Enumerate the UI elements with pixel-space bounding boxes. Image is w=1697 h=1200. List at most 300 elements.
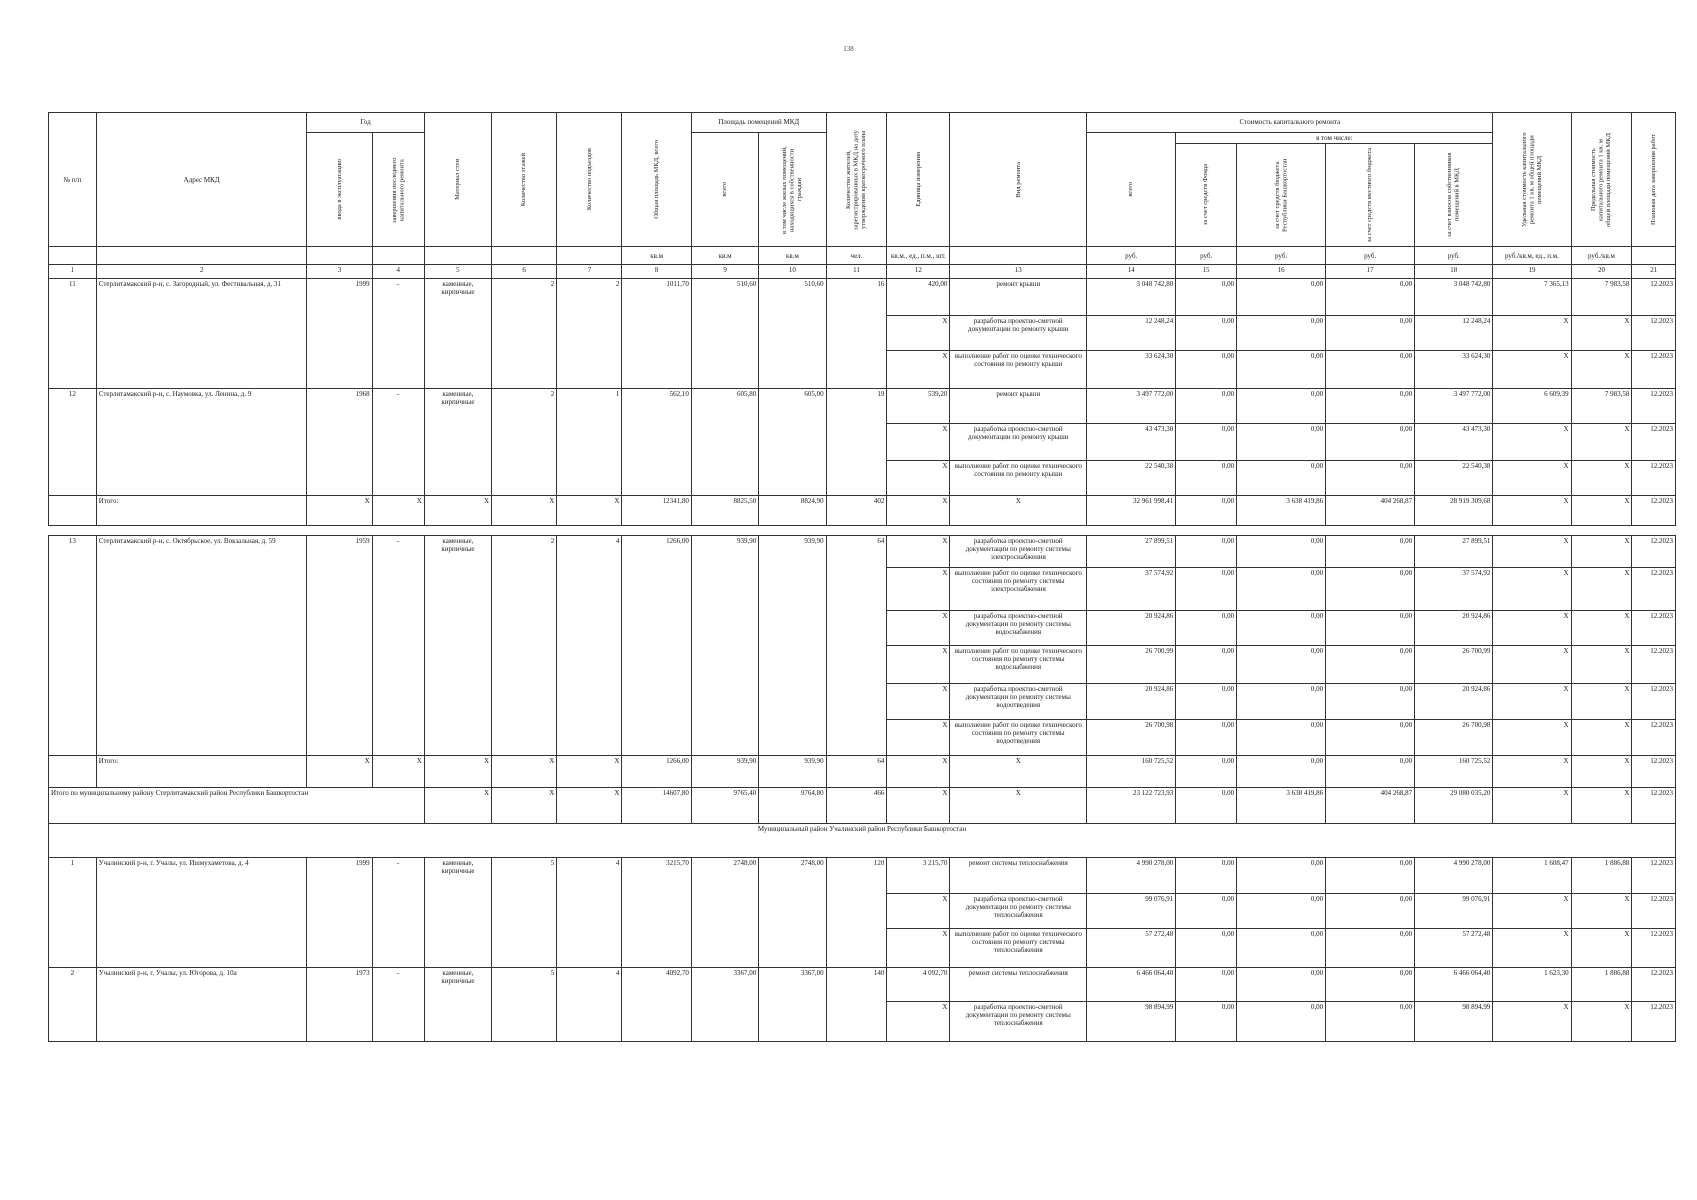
cell-total: 20 924,86: [1087, 611, 1176, 646]
unit-20: руб./кв.м: [1571, 247, 1632, 265]
cell-owners: 29 080 035,20: [1415, 788, 1493, 824]
cell-unit: X: [887, 720, 950, 756]
cell-x: X: [887, 756, 950, 788]
cell-owners: 26 700,98: [1415, 720, 1493, 756]
cell-fund: 0,00: [1176, 279, 1237, 316]
header-cost-fund: за счет средств Фонда: [1202, 164, 1210, 226]
cell-owners: 3 497 772,00: [1415, 389, 1493, 424]
cell-x: X: [557, 756, 622, 788]
cell-max: X: [1571, 316, 1632, 351]
cell-max: 1 886,88: [1571, 858, 1632, 894]
cell-fund: 0,00: [1176, 894, 1237, 929]
cell-owned: 9764,80: [759, 788, 826, 824]
page-number: 138: [843, 45, 854, 53]
cell-repair-type: разработка проектно-сметной документации по ремонту системы водоснабжения: [950, 611, 1087, 646]
header-n: № п/п: [49, 113, 97, 247]
row-premises: 510,60: [691, 279, 758, 389]
cell-repair-type: разработка проектно-сметной документации по ремонту крыши: [950, 316, 1087, 351]
col-num: 10: [759, 265, 826, 279]
cell-total: 26 700,99: [1087, 646, 1176, 684]
row-year-repair: -: [372, 389, 424, 496]
row-address: Учалинский р-н, г. Учалы, ул. Югорова, д. 10а: [96, 968, 307, 1042]
cell-unit: X: [887, 646, 950, 684]
cell-fund: 0,00: [1176, 389, 1237, 424]
cell-republic: 0,00: [1237, 720, 1326, 756]
cell-date: 12.2023: [1632, 1002, 1676, 1042]
cell-local: 0,00: [1326, 929, 1415, 968]
header-total-area: Общая площадь МКД, всего: [652, 140, 660, 219]
unit-8: кв.м: [622, 247, 692, 265]
cell-local: 0,00: [1326, 858, 1415, 894]
cell-owners: 20 924,86: [1415, 684, 1493, 720]
row-residents: 64: [826, 536, 887, 756]
cell-total: 12 248,24: [1087, 316, 1176, 351]
col-num: 4: [372, 265, 424, 279]
header-wall-material: Материал стен: [454, 159, 462, 200]
cell-owners: 160 725,52: [1415, 756, 1493, 788]
cell-owners: 20 924,86: [1415, 611, 1493, 646]
cell-date: 12.2023: [1632, 424, 1676, 461]
table-row: [49, 968, 1676, 1002]
cell-republic: 0,00: [1237, 858, 1326, 894]
cell-max: X: [1571, 929, 1632, 968]
cell-local: 0,00: [1326, 279, 1415, 316]
cell-fund: 0,00: [1176, 496, 1237, 526]
district-title-row: [49, 824, 1676, 858]
row-entrances: 2: [557, 279, 622, 389]
header-cost-owners: за счет взносов собственников помещений в МКД: [1446, 152, 1461, 238]
cell-x: X: [424, 788, 491, 824]
cell-republic: 0,00: [1237, 461, 1326, 496]
row-premises: 3367,00: [691, 968, 758, 1042]
cell-owners: 57 272,48: [1415, 929, 1493, 968]
row-owned: 939,90: [759, 536, 826, 756]
cell-date: 12.2023: [1632, 279, 1676, 316]
row-area: 1266,00: [622, 536, 692, 756]
row-floors: 5: [492, 968, 557, 1042]
cell-x: X: [372, 756, 424, 788]
cell-local: 0,00: [1326, 720, 1415, 756]
cell-specific: X: [1493, 461, 1571, 496]
col-num: 15: [1176, 265, 1237, 279]
cell-fund: 0,00: [1176, 424, 1237, 461]
col-num: 3: [307, 265, 372, 279]
col-num: 18: [1415, 265, 1493, 279]
cell-republic: 0,00: [1237, 894, 1326, 929]
cell-fund: 0,00: [1176, 351, 1237, 389]
cell-area: 14607,80: [622, 788, 692, 824]
col-num: 16: [1237, 265, 1326, 279]
row-floors: 2: [492, 389, 557, 496]
cell-repair-type: X: [950, 496, 1087, 526]
cell-unit: X: [887, 461, 950, 496]
cell-total: 26 700,98: [1087, 720, 1176, 756]
cell-x: X: [557, 496, 622, 526]
cell-specific: X: [1493, 424, 1571, 461]
cell-specific: X: [1493, 316, 1571, 351]
cell-date: 12.2023: [1632, 351, 1676, 389]
cell-specific: X: [1493, 929, 1571, 968]
row-owned: 3367,00: [759, 968, 826, 1042]
cell-repair-type: разработка проектно-сметной документации по ремонту системы электроснабжения: [950, 536, 1087, 568]
cell-x: X: [1493, 496, 1571, 526]
cell-x: X: [887, 788, 950, 824]
row-year-repair: -: [372, 968, 424, 1042]
cell-x: X: [307, 496, 372, 526]
row-residents: 120: [826, 858, 887, 968]
cell-repair-type: разработка проектно-сметной документации по ремонту системы теплоснабжения: [950, 1002, 1087, 1042]
header-premises-owned: в том числе жилых помещений, находящихся в собственности граждан: [781, 145, 804, 234]
unit-16: руб.: [1237, 247, 1326, 265]
cell-local: 0,00: [1326, 424, 1415, 461]
table-row: [49, 389, 1676, 424]
subtotal-label: Итого:: [96, 496, 307, 526]
cell-repair-type: ремонт крыши: [950, 389, 1087, 424]
cell-repair-type: X: [950, 788, 1087, 824]
cell-unit: 3 215,70: [887, 858, 950, 894]
cell-republic: 3 638 419,86: [1237, 788, 1326, 824]
row-area: 562,10: [622, 389, 692, 496]
cell-date: 12.2023: [1632, 646, 1676, 684]
cell-x: X: [424, 756, 491, 788]
row-residents: 140: [826, 968, 887, 1042]
cell-owned: 939,90: [759, 756, 826, 788]
cell-unit: X: [887, 684, 950, 720]
cell-owned: 8824,90: [759, 496, 826, 526]
cell-max: X: [1571, 720, 1632, 756]
cell-specific: 6 609,39: [1493, 389, 1571, 424]
cell-local: 0,00: [1326, 1002, 1415, 1042]
cell-owners: 12 248,24: [1415, 316, 1493, 351]
cell-specific: X: [1493, 720, 1571, 756]
cell-local: 0,00: [1326, 568, 1415, 611]
cell-x: X: [1493, 756, 1571, 788]
column-numbers-row: [49, 265, 1676, 279]
header-floors: Количество этажей: [520, 152, 528, 207]
cell-repair-type: выполнение работ по оценке технического состояния по ремонту крыши: [950, 461, 1087, 496]
cell-fund: 0,00: [1176, 316, 1237, 351]
col-num: 8: [622, 265, 692, 279]
table-row: [49, 858, 1676, 894]
cell-date: 12.2023: [1632, 684, 1676, 720]
cell-premises: 939,90: [691, 756, 758, 788]
col-num: 21: [1632, 265, 1676, 279]
cell-local: 0,00: [1326, 316, 1415, 351]
cell-fund: 0,00: [1176, 646, 1237, 684]
row-address: Учалинский р-н, г. Учалы, ул. Ишмухаметова, д. 4: [96, 858, 307, 968]
cell-fund: 0,00: [1176, 536, 1237, 568]
cell-specific: X: [1493, 684, 1571, 720]
cell-max: X: [1571, 894, 1632, 929]
cell-fund: 0,00: [1176, 756, 1237, 788]
header-cost: Стоимость капитального ремонта: [1087, 113, 1493, 133]
cell-republic: 0,00: [1237, 611, 1326, 646]
cell-residents: 64: [826, 756, 887, 788]
cell-fund: 0,00: [1176, 858, 1237, 894]
cell-x: X: [1571, 756, 1632, 788]
unit-12: кв.м., ед., п.м., шт.: [887, 247, 950, 265]
cell-max: X: [1571, 568, 1632, 611]
col-num: 9: [691, 265, 758, 279]
cell-total: 6 466 064,40: [1087, 968, 1176, 1002]
cell-specific: X: [1493, 536, 1571, 568]
cell-republic: 0,00: [1237, 351, 1326, 389]
cell-republic: 0,00: [1237, 929, 1326, 968]
row-address: Стерлитамакский р-н, с. Загородный, ул. Фестивальная, д. 31: [96, 279, 307, 389]
cell-total: 3 048 742,80: [1087, 279, 1176, 316]
row-residents: 16: [826, 279, 887, 389]
cell-fund: 0,00: [1176, 611, 1237, 646]
cell-date: 12.2023: [1632, 858, 1676, 894]
subtotal-row: [49, 756, 1676, 788]
cell-repair-type: выполнение работ по оценке технического состояния по ремонту системы теплоснабжения: [950, 929, 1087, 968]
row-number: 13: [49, 536, 97, 756]
cell-unit: X: [887, 316, 950, 351]
table-row: [49, 536, 1676, 568]
cell-local: 0,00: [1326, 461, 1415, 496]
cell-x: X: [557, 788, 622, 824]
cell-x: X: [492, 788, 557, 824]
row-entrances: 4: [557, 968, 622, 1042]
subtotal-row: [49, 496, 1676, 526]
col-num: 7: [557, 265, 622, 279]
cell-total: 22 540,38: [1087, 461, 1176, 496]
row-year: 1999: [307, 279, 372, 389]
row-floors: 5: [492, 858, 557, 968]
cell-specific: X: [1493, 1002, 1571, 1042]
cell-x: X: [492, 756, 557, 788]
header-unit-measure: Единица измерения: [914, 152, 922, 207]
cell-local: 0,00: [1326, 389, 1415, 424]
row-area: 1011,70: [622, 279, 692, 389]
cell-unit: X: [887, 929, 950, 968]
cell-specific: X: [1493, 646, 1571, 684]
cell-max: X: [1571, 461, 1632, 496]
cell-owners: 22 540,38: [1415, 461, 1493, 496]
cell-fund: 0,00: [1176, 1002, 1237, 1042]
cell-repair-type: выполнение работ по оценке технического состояния по ремонту крыши: [950, 351, 1087, 389]
cell-specific: X: [1493, 611, 1571, 646]
cell-date: 12.2023: [1632, 389, 1676, 424]
cell-local: 0,00: [1326, 351, 1415, 389]
cell-max: 7 983,58: [1571, 279, 1632, 316]
district-total-label: Итого по муниципальному району Стерлитамакский район Республики Башкортостан: [49, 788, 425, 824]
row-number: 12: [49, 389, 97, 496]
cell-total: 32 961 998,41: [1087, 496, 1176, 526]
col-num: 2: [96, 265, 307, 279]
cell-date: 12.2023: [1632, 496, 1676, 526]
row-premises: 2748,00: [691, 858, 758, 968]
cell-fund: 0,00: [1176, 929, 1237, 968]
row-owned: 510,60: [759, 279, 826, 389]
row-floors: 2: [492, 536, 557, 756]
cell-unit: X: [887, 894, 950, 929]
cell-max: X: [1571, 611, 1632, 646]
col-num: 6: [492, 265, 557, 279]
unit-9: кв.м: [691, 247, 758, 265]
col-num: 11: [826, 265, 887, 279]
cell-unit: X: [887, 536, 950, 568]
cell-republic: 0,00: [1237, 424, 1326, 461]
cell-fund: 0,00: [1176, 788, 1237, 824]
cell-total: 4 990 278,00: [1087, 858, 1176, 894]
cell-unit: X: [887, 568, 950, 611]
col-num: 20: [1571, 265, 1632, 279]
cell-owners: 99 076,91: [1415, 894, 1493, 929]
cell-unit: 4 092,70: [887, 968, 950, 1002]
cell-total: 57 272,48: [1087, 929, 1176, 968]
cell-total: 37 574,92: [1087, 568, 1176, 611]
cell-x: X: [1571, 496, 1632, 526]
cell-local: 0,00: [1326, 684, 1415, 720]
header-year-commission: ввода в эксплуатацию: [335, 159, 343, 220]
subtotal-label: Итого:: [96, 756, 307, 788]
cell-local: 0,00: [1326, 894, 1415, 929]
unit-10: кв.м: [759, 247, 826, 265]
cell-owners: 26 700,99: [1415, 646, 1493, 684]
row-number: 1: [49, 858, 97, 968]
cell-total: 20 924,86: [1087, 684, 1176, 720]
cell-unit: 420,00: [887, 279, 950, 316]
col-num: 14: [1087, 265, 1176, 279]
cell-owners: 98 894,99: [1415, 1002, 1493, 1042]
header-completion: Плановая дата завершения работ: [1649, 134, 1657, 226]
capital-repair-table: [48, 112, 1676, 1042]
cell-total: 23 122 723,93: [1087, 788, 1176, 824]
header-entrances: Количество подъездов: [585, 148, 593, 211]
cell-local: 0,00: [1326, 611, 1415, 646]
cell-owners: 33 624,30: [1415, 351, 1493, 389]
cell-owners: 43 473,30: [1415, 424, 1493, 461]
cell-specific: X: [1493, 568, 1571, 611]
cell-date: 12.2023: [1632, 611, 1676, 646]
header-repair-type: Вид ремонта: [1014, 161, 1022, 198]
cell-specific: 1 623,30: [1493, 968, 1571, 1002]
cell-total: 98 894,99: [1087, 1002, 1176, 1042]
cell-republic: 0,00: [1237, 756, 1326, 788]
header-cost-local: за счет средств местного бюджета: [1366, 147, 1374, 243]
row-material: каменные, кирпичные: [424, 389, 491, 496]
cell-date: 12.2023: [1632, 316, 1676, 351]
cell-republic: 0,00: [1237, 568, 1326, 611]
cell-total: 27 899,51: [1087, 536, 1176, 568]
row-floors: 2: [492, 279, 557, 389]
cell-area: 1266,00: [622, 756, 692, 788]
cell-repair-type: выполнение работ по оценке технического состояния по ремонту системы водоснабжения: [950, 646, 1087, 684]
cell-republic: 0,00: [1237, 316, 1326, 351]
cell-republic: 0,00: [1237, 1002, 1326, 1042]
unit-18: руб.: [1415, 247, 1493, 265]
cell-fund: 0,00: [1176, 461, 1237, 496]
cell-repair-type: разработка проектно-сметной документации по ремонту системы водоотведения: [950, 684, 1087, 720]
cell-total: 43 473,30: [1087, 424, 1176, 461]
cell-fund: 0,00: [1176, 684, 1237, 720]
cell-owners: 27 899,51: [1415, 536, 1493, 568]
cell-unit: 539,20: [887, 389, 950, 424]
cell-date: 12.2023: [1632, 568, 1676, 611]
cell-total: 33 624,30: [1087, 351, 1176, 389]
header-premises: Площадь помещений МКД: [691, 113, 826, 133]
cell-local: 404 268,87: [1326, 496, 1415, 526]
header-specific-cost: Удельная стоимость капитального ремонта 1 кв. м общей площади помещений МКД: [1520, 132, 1543, 227]
unit-17: руб.: [1326, 247, 1415, 265]
cell-date: 12.2023: [1632, 536, 1676, 568]
cell-repair-type: ремонт системы теплоснабжения: [950, 858, 1087, 894]
cell-specific: 1 608,47: [1493, 858, 1571, 894]
cell-republic: 0,00: [1237, 646, 1326, 684]
row-address: Стерлитамакский р-н, с. Октябрьское, ул. Вокзальная, д. 59: [96, 536, 307, 756]
cell-area: 12341,80: [622, 496, 692, 526]
row-material: каменные, кирпичные: [424, 536, 491, 756]
cell-total: 99 076,91: [1087, 894, 1176, 929]
row-number: 2: [49, 968, 97, 1042]
cell-unit: X: [887, 1002, 950, 1042]
cell-x: X: [307, 756, 372, 788]
cell-x: X: [1571, 788, 1632, 824]
cell-date: 12.2023: [1632, 461, 1676, 496]
row-year: 1959: [307, 536, 372, 756]
cell-local: 0,00: [1326, 536, 1415, 568]
cell-republic: 0,00: [1237, 684, 1326, 720]
row-year: 1999: [307, 858, 372, 968]
col-num: 1: [49, 265, 97, 279]
row-year: 1973: [307, 968, 372, 1042]
cell-local: 0,00: [1326, 968, 1415, 1002]
row-material: каменные, кирпичные: [424, 968, 491, 1042]
header-year: Год: [307, 113, 424, 133]
cell-max: X: [1571, 536, 1632, 568]
row-year: 1968: [307, 389, 372, 496]
row-entrances: 4: [557, 536, 622, 756]
row-owned: 2748,00: [759, 858, 826, 968]
unit-15: руб.: [1176, 247, 1237, 265]
cell-owners: 28 919 309,68: [1415, 496, 1493, 526]
row-entrances: 1: [557, 389, 622, 496]
cell-specific: 7 365,13: [1493, 279, 1571, 316]
table-row: [49, 279, 1676, 316]
cell-fund: 0,00: [1176, 968, 1237, 1002]
cell-premises: 8825,50: [691, 496, 758, 526]
cell-date: 12.2023: [1632, 894, 1676, 929]
cell-republic: 0,00: [1237, 536, 1326, 568]
cell-max: X: [1571, 351, 1632, 389]
cell-republic: 3 638 419,86: [1237, 496, 1326, 526]
cell-local: 0,00: [1326, 646, 1415, 684]
cell-x: X: [887, 496, 950, 526]
cell-x: X: [424, 496, 491, 526]
cell-date: 12.2023: [1632, 720, 1676, 756]
cell-local: 0,00: [1326, 756, 1415, 788]
row-residents: 19: [826, 389, 887, 496]
district-title: Муниципальный район Учалинский район Республики Башкортостан: [49, 824, 1676, 858]
cell-repair-type: ремонт системы теплоснабжения: [950, 968, 1087, 1002]
cell-total: 160 725,52: [1087, 756, 1176, 788]
cell-date: 12.2023: [1632, 788, 1676, 824]
header-max-cost: Предельная стоимость капитального ремонта 1 кв. м общей площади помещений МКД: [1590, 132, 1613, 227]
cell-specific: X: [1493, 351, 1571, 389]
cell-repair-type: выполнение работ по оценке технического состояния по ремонту системы электроснабжения: [950, 568, 1087, 611]
cell-owners: 4 990 278,00: [1415, 858, 1493, 894]
row-owned: 605,00: [759, 389, 826, 496]
cell-fund: 0,00: [1176, 720, 1237, 756]
cell-x: X: [372, 496, 424, 526]
cell-republic: 0,00: [1237, 279, 1326, 316]
cell-repair-type: выполнение работ по оценке технического состояния по ремонту системы водоотведения: [950, 720, 1087, 756]
cell-residents: 466: [826, 788, 887, 824]
cell-premises: 9765,40: [691, 788, 758, 824]
header-incl: в том числе:: [1176, 133, 1493, 144]
cell-x: X: [1493, 788, 1571, 824]
